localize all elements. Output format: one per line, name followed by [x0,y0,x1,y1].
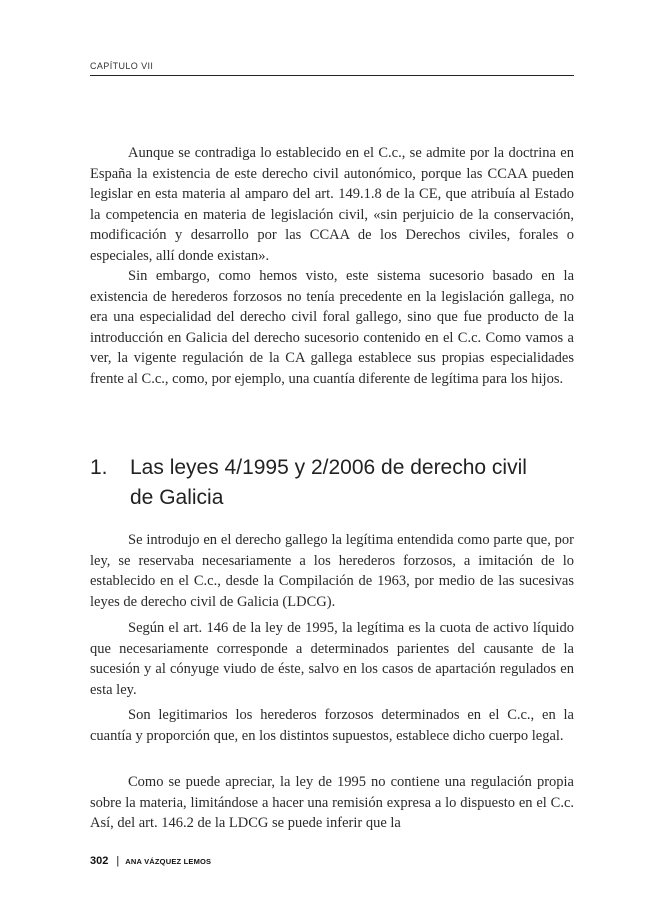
body-paragraph: Como se puede apreciar, la ley de 1995 no contiene una regulación propia sobre la materia, limitándose a hacer una remisión expresa a lo dispuesto en el C.c. Así, del art. 146.2 de la LDCG se puede inferir que la [90,774,574,831]
body-paragraph: Según el art. 146 de la ley de 1995, la legítima es la cuota de activo líquido que necesariamente corresponde a determinados parientes del causante de la sucesión y al cónyuge viudo de éste, salvo en los casos de apartación regulados en esta ley. [90,620,574,698]
body-paragraph: Sin embargo, como hemos visto, este sistema sucesorio basado en la existencia de herederos forzosos no tenía precedente en la legislación gallega, no era una especialidad del derecho civil foral gallego, sino que fue producto de la introducción en Galicia del derecho sucesorio contenido en el C.c. Como vamos a ver, la vigente regulación de la CA gallega establece sus propias especialidades frente al C.c., como, por ejemplo, una cuantía diferente de legítima para los hijos. [90,268,574,387]
section-number: 1. [90,456,108,479]
section-heading: Las leyes 4/1995 y 2/2006 de derecho civil de Galicia [130,456,527,509]
footer-author: ANA VÁZQUEZ LEMOS [125,857,212,866]
body-paragraph: Se introdujo en el derecho gallego la legítima entendida como parte que, por ley, se reservaba necesariamente a los herederos forzosos, a imitación de lo establecido en el C.c., desde la Compilación de 1963, por medio de las sucesivas leyes de derecho civil de Galicia (LDCG). [90,532,574,610]
running-header: CAPÍTULO VII [90,61,154,71]
footer-separator: | [116,855,120,867]
body-paragraph: Son legitimarios los herederos forzosos determinados en el C.c., en la cuantía y proporción que, en los distintos supuestos, establece dicho cuerpo legal. [90,707,574,744]
page-footer [90,855,211,867]
page-number: 302 [90,855,109,867]
body-paragraph: Aunque se contradiga lo establecido en el C.c., se admite por la doctrina en España la existencia de este derecho civil autonómico, porque las CCAA pueden legislar en esta materia al amparo del art. 149.1.8 de la CE, que atribuía al Estado la competencia en materia de legislación civil, «sin perjuicio de la conservación, modificación y desarrollo por las CCAA de los Derechos civiles, forales o especiales, allí donde existan». [90,145,574,264]
header-rule [90,75,574,76]
